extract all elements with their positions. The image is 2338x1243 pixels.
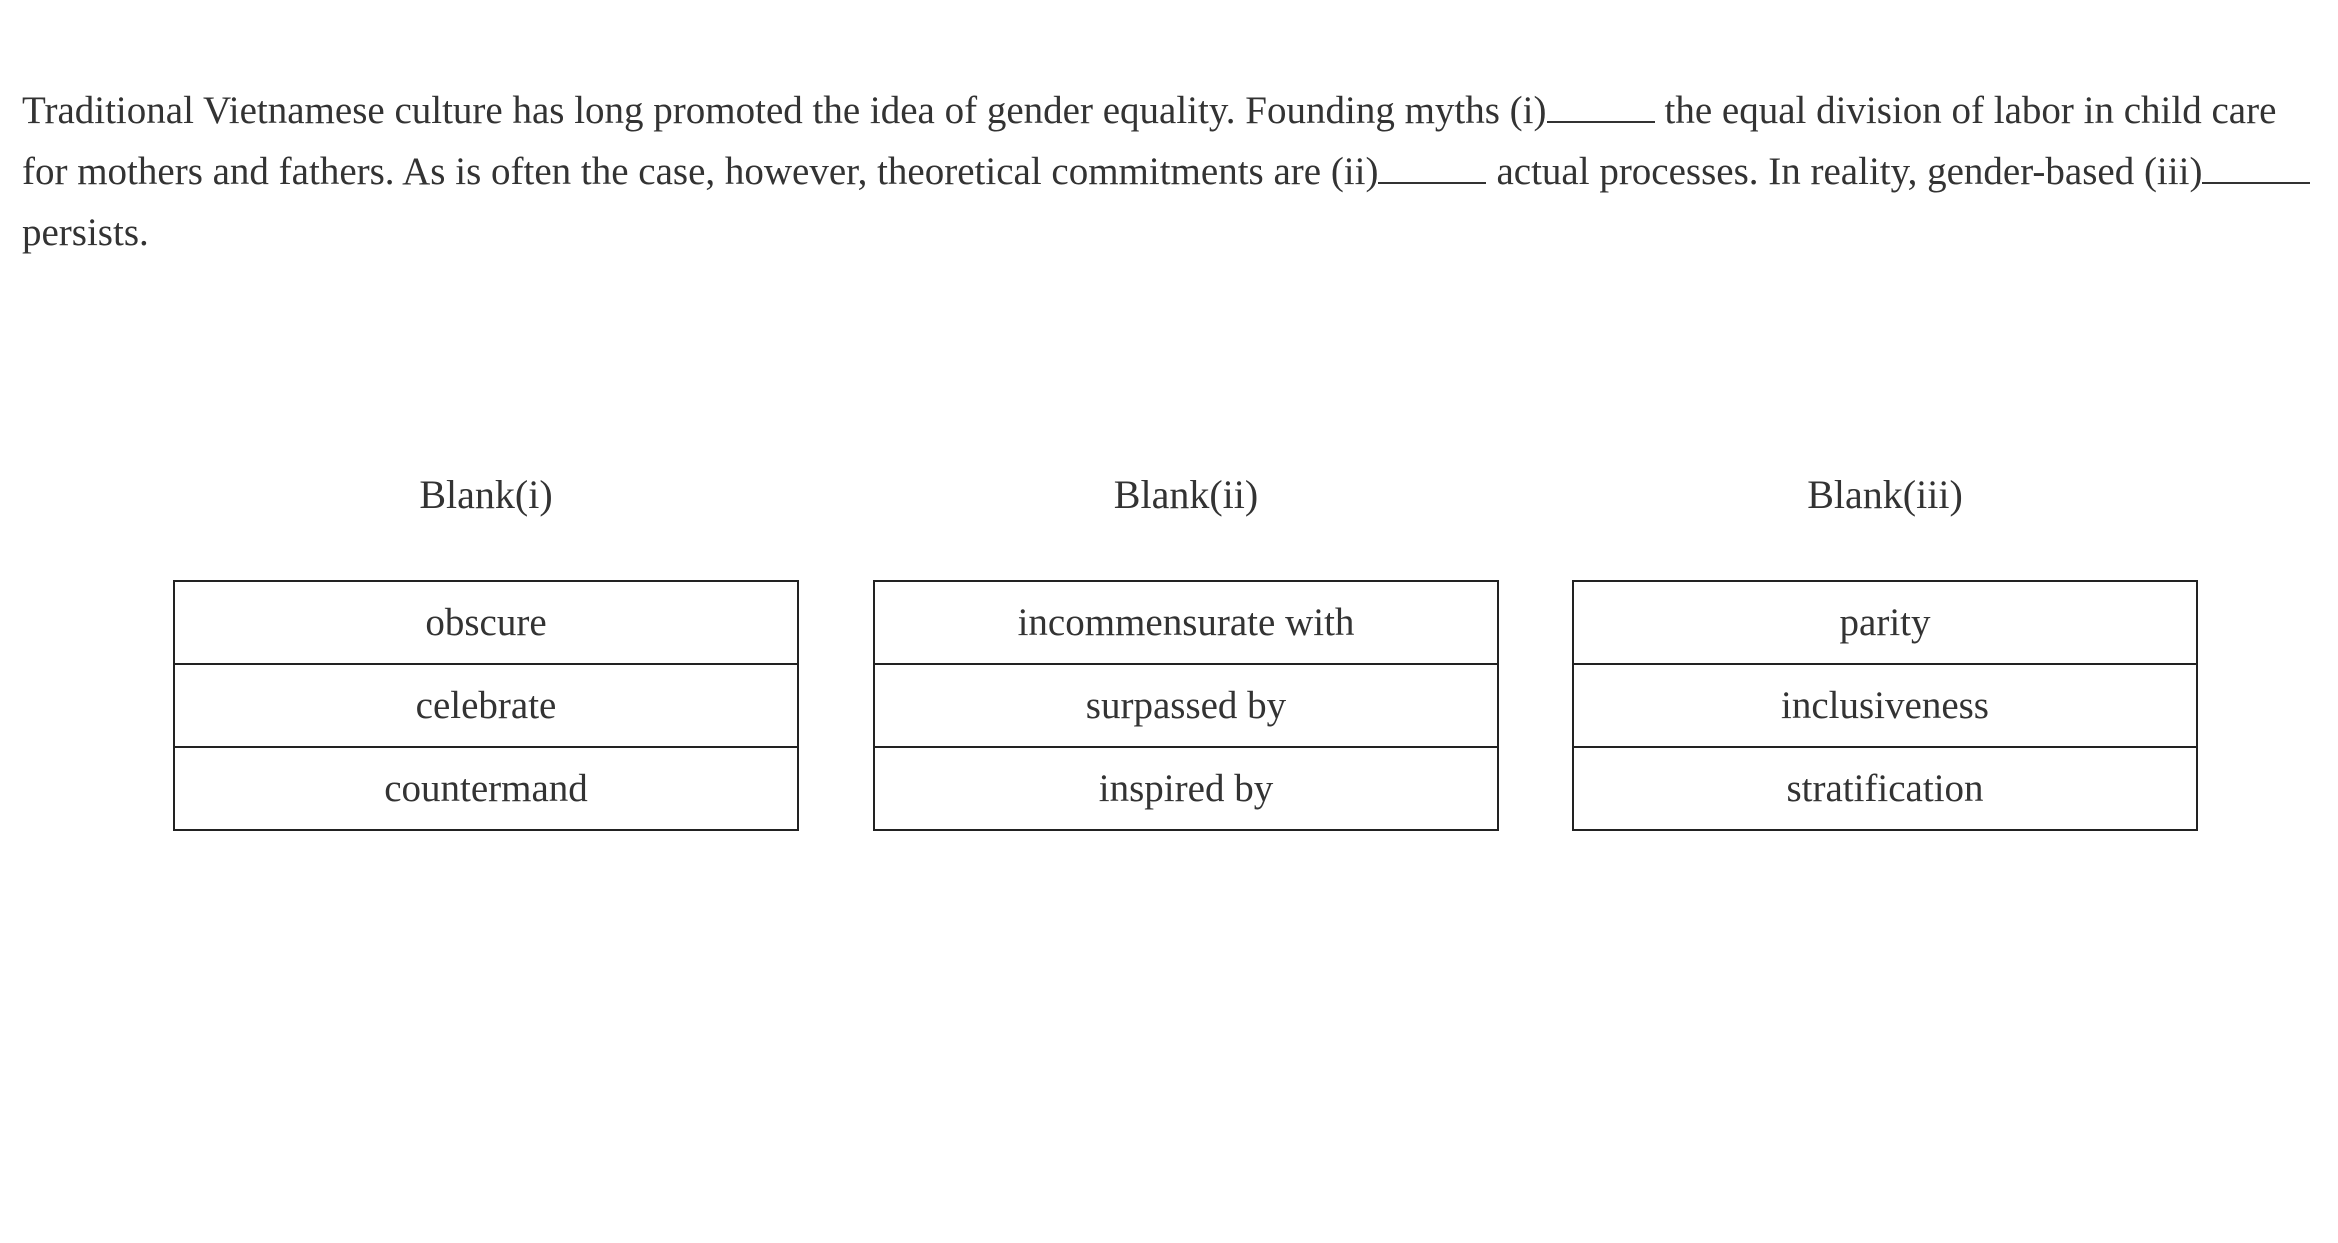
blank-ii-options: [873, 580, 1499, 831]
blank-ii-header: Blank(ii): [1113, 472, 1259, 517]
blank-i-option[interactable]: celebrate: [175, 665, 797, 748]
blank-i-column: [173, 470, 799, 831]
blank-iii-option[interactable]: inclusiveness: [1574, 665, 2196, 748]
blank-iii-options: [1572, 580, 2198, 831]
passage-segment: Traditional Vietnamese culture has long promoted the idea of gender equality. Founding myths (i): [22, 89, 1547, 132]
blank-ii-column: [873, 470, 1499, 831]
passage-segment: the equal division of labor in child care for mothers and fathers. As is often the case, however, theoretical commitments are (ii): [22, 89, 2277, 193]
blank-iii-option[interactable]: stratification: [1786, 767, 1984, 810]
blank-iii-header: Blank(iii): [1807, 472, 1963, 517]
question-passage: [22, 80, 2322, 263]
blank-iii-column: [1572, 470, 2198, 831]
blank-iii-line: [2202, 150, 2310, 184]
blank-i-header: Blank(i): [419, 472, 553, 517]
blank-i-option[interactable]: obscure: [175, 582, 797, 665]
blank-iii-option[interactable]: parity: [1574, 582, 2196, 665]
blank-i-option[interactable]: countermand: [384, 767, 588, 810]
blank-ii-option[interactable]: inspired by: [1098, 767, 1274, 810]
blank-ii-line: [1378, 150, 1486, 184]
passage-segment: actual processes. In reality, gender-based (iii): [1496, 150, 2203, 193]
passage-segment: persists.: [22, 211, 149, 254]
blank-ii-option[interactable]: surpassed by: [875, 665, 1497, 748]
blank-ii-option[interactable]: incommensurate with: [875, 582, 1497, 665]
blank-i-options: [173, 580, 799, 831]
blank-i-line: [1547, 89, 1655, 123]
